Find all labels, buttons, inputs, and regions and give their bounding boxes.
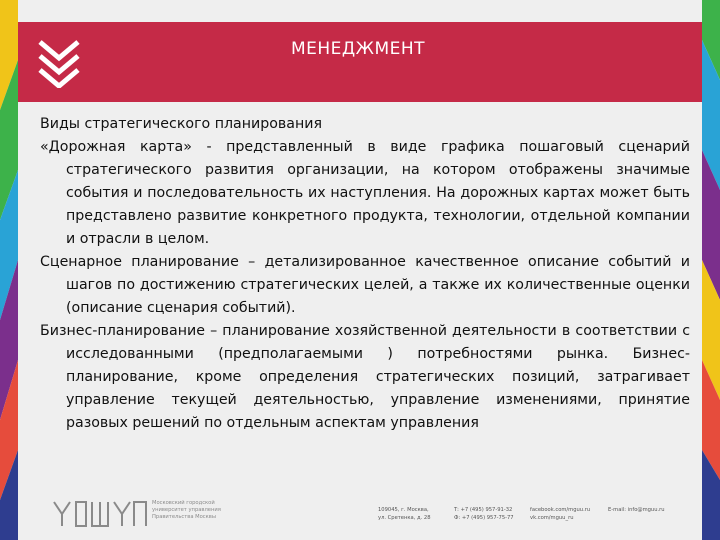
paragraph-roadmap — [40, 136, 690, 251]
term-business: Бизнес-планирование — [40, 323, 205, 339]
paragraph-scenario — [40, 251, 690, 320]
footer-social: facebook.com/mguu.ru vk.com/mguu_ru — [530, 507, 591, 521]
definition-business: – планирование хозяйственной деятельности в соответствии с исследованными (предполагаемыми ) потребностями рынка. Бизнес-планирование, кроме определения стратегических позиций, затрагивает управление текущей деятельностью, управление изменениями, принятие разовых решений по отдельным аспектам управления — [66, 323, 690, 431]
definition-scenario: – детализированное качественное описание событий и шагов по достижению стратегических целей, а также их количественные оценки (описание сценария событий). — [66, 254, 690, 316]
title-banner — [18, 22, 702, 102]
left-decorative-stripes — [0, 0, 18, 540]
right-decorative-stripes — [702, 0, 720, 540]
section-heading: Виды стратегического планирования — [40, 116, 323, 132]
page-title: МЕНЕДЖМЕНТ — [290, 39, 426, 59]
footer-address: 109045, г. Москва, ул. Сретенка, д. 28 — [378, 507, 431, 521]
term-scenario: Сценарное планирование — [40, 254, 239, 270]
paragraph-business — [40, 320, 690, 435]
university-name: Московский городской университет управления Правительства Москвы — [152, 500, 221, 520]
footer-email: E-mail: info@mguu.ru — [608, 507, 665, 513]
term-roadmap: «Дорожная карта» — [40, 139, 192, 155]
definition-roadmap: - представленный в виде графика пошаговый сценарий стратегического развития организации, на котором отображены значимые события и последовательность их наступления. На дорожных картах может быть представлено развитие конкретного продукта, технологии, отдельной компании и отрасли в целом. — [66, 139, 690, 247]
main-content — [40, 113, 690, 435]
footer — [18, 494, 702, 540]
university-logo — [52, 500, 148, 528]
footer-phone: Т: +7 (495) 957-91-32 Ф: +7 (495) 957-75-77 — [454, 507, 514, 521]
double-chevron-down-icon — [36, 36, 82, 88]
slide — [18, 0, 702, 540]
